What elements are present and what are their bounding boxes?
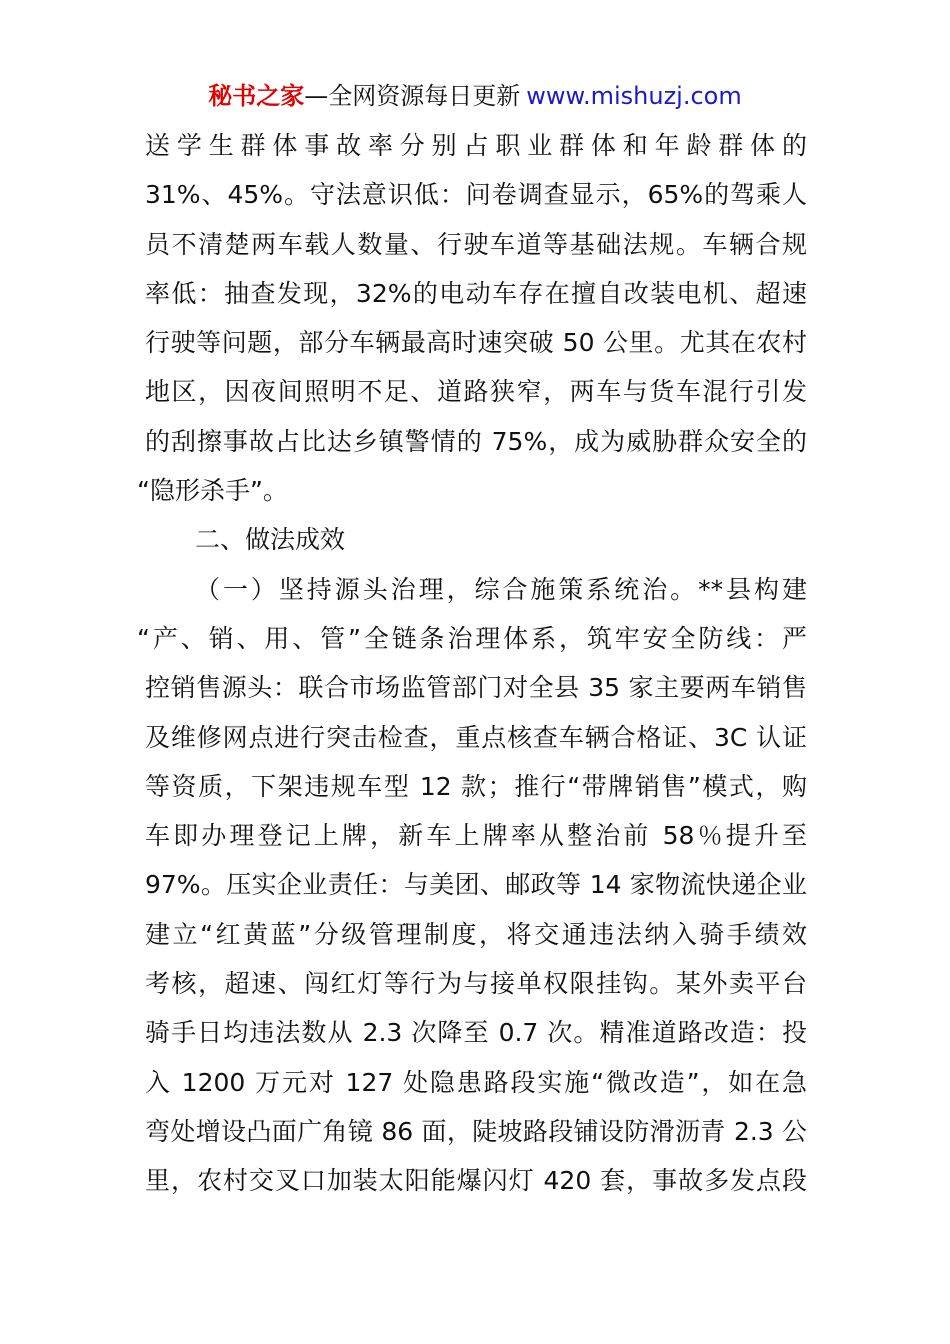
body-line: 及维修网点进行突击检查，重点核查车辆合格证、3C 认证 xyxy=(145,722,807,752)
body-line: 送学生群体事故率分别占职业群体和年龄群体的 xyxy=(145,131,807,160)
brand-name: 秘书之家 xyxy=(208,82,305,110)
body-line: 的刮擦事故占比达乡镇警情的 75%，成为威胁群众安全的 xyxy=(145,426,807,456)
body-line: 骑手日均违法数从 2.3 次降至 0.7 次。精准道路改造：投 xyxy=(145,1018,807,1048)
document-body xyxy=(137,121,807,1206)
body-line: 建立“红黄蓝”分级管理制度，将交通违法纳入骑手绩效 xyxy=(145,919,807,949)
body-line: 考核，超速、闯红灯等行为与接单权限挂钩。某外卖平台 xyxy=(145,969,807,999)
body-line: 地区，因夜间照明不足、道路狭窄，两车与货车混行引发 xyxy=(145,377,807,407)
body-line: 等资质，下架违规车型 12 款；推行“带牌销售”模式，购 xyxy=(145,771,807,801)
body-line: 97%。压实企业责任：与美团、邮政等 14 家物流快递企业 xyxy=(145,870,807,900)
body-line: “产、销、用、管”全链条治理体系，筑牢安全防线：严 xyxy=(137,623,807,653)
body-line: 行驶等问题，部分车辆最高时速突破 50 公里。尤其在农村 xyxy=(145,328,807,358)
body-line: 入 1200 万元对 127 处隐患路段实施“微改造”，如在急 xyxy=(145,1067,807,1097)
body-line: 里，农村交叉口加装太阳能爆闪灯 420 套，事故多发点段 xyxy=(145,1166,807,1196)
body-line: 车即办理登记上牌，新车上牌率从整治前 58％提升至 xyxy=(145,821,807,851)
body-line: 控销售源头：联合市场监管部门对全县 35 家主要两车销售 xyxy=(145,673,807,703)
header-tagline: —全网资源每日更新 xyxy=(304,82,521,110)
subsection-heading-line: （一）坚持源头治理，综合施策系统治。**县构建 xyxy=(195,574,807,604)
page-header xyxy=(0,80,950,112)
body-line: 31%、45%。守法意识低：问卷调查显示，65%的驾乘人 xyxy=(145,180,807,210)
site-url-link[interactable]: www.mishuzj.com xyxy=(526,82,742,110)
body-line: “隐形杀手”。 xyxy=(137,476,288,506)
body-line: 率低：抽查发现，32%的电动车存在擅自改装电机、超速 xyxy=(145,278,807,308)
body-line: 弯处增设凸面广角镜 86 面，陡坡路段铺设防滑沥青 2.3 公 xyxy=(145,1116,807,1146)
body-line: 员不清楚两车载人数量、行驶车道等基础法规。车辆合规 xyxy=(145,229,807,259)
section-heading: 二、做法成效 xyxy=(195,525,346,555)
